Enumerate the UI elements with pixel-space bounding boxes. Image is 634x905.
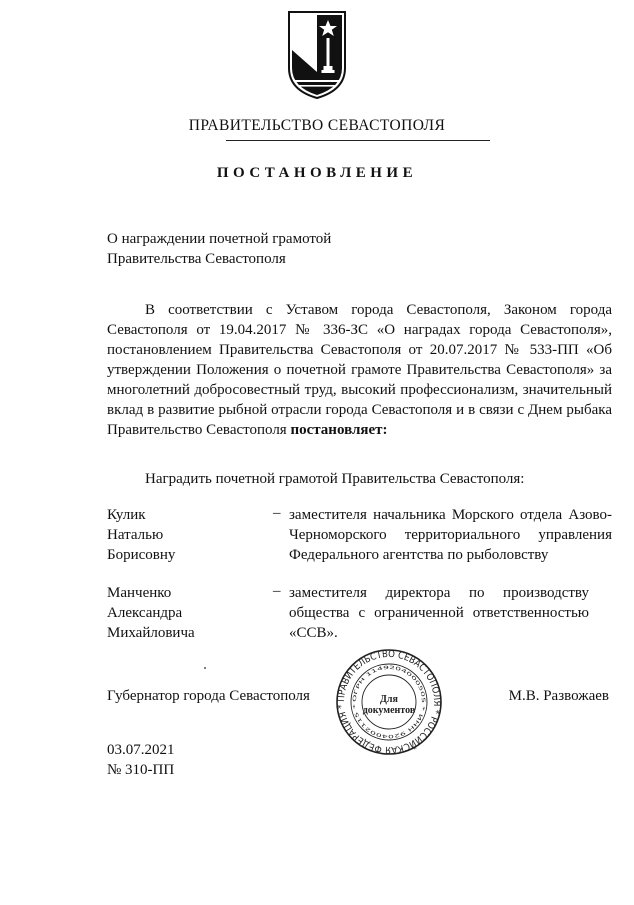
award-intro: Наградить почетной грамотой Правительства Севастополя: — [145, 471, 525, 487]
recipient-2-name — [107, 583, 195, 643]
recipient-1-name — [107, 505, 175, 565]
recipient-surname: Манченко — [107, 585, 172, 601]
coat-of-arms-emblem — [286, 10, 348, 100]
subject-line-1: О награждении почетной грамотой — [107, 231, 332, 247]
recipient-2-description: заместителя директора по производству общества с ограниченной ответственностью «ССВ». — [289, 585, 589, 641]
recipient-first-name: Наталью — [107, 527, 164, 543]
recipient-patronymic: Михайловича — [107, 625, 195, 641]
recipient-2-dash: – — [273, 583, 281, 599]
preamble-paragraph — [107, 300, 612, 440]
recipient-1-dash: – — [273, 505, 281, 521]
subject-line-2: Правительства Севастополя — [107, 251, 286, 267]
recipient-first-name: Александра — [107, 605, 183, 621]
svg-text:Для: Для — [380, 694, 398, 705]
document-number: № 310-ПП — [107, 762, 175, 778]
svg-text:ПРАВИТЕЛЬСТВО СЕВАСТОПОЛЯ * РО: ПРАВИТЕЛЬСТВО СЕВАСТОПОЛЯ * РОССИЙСКАЯ ФЕДЕРАЦИЯ * — [335, 648, 443, 756]
document-type-title: ПОСТАНОВЛЕНИЕ — [216, 165, 418, 181]
recipient-1-description: заместителя начальника Морского отдела Азово-Черноморского территориального управления Федерального агентства по рыболовству — [289, 507, 612, 563]
recipient-surname: Кулик — [107, 507, 146, 523]
signatory-name: М.В. Развожаев — [508, 688, 609, 704]
document-date: 03.07.2021 — [107, 742, 175, 758]
preamble-text: В соответствии с Уставом города Севастополя, Законом города Севастополя от 19.04.2017 № 336-ЗС «О наградах города Севастополя», постановлением Правительства Севастополя от 20.07.2017 № 533-ПП «Об утверждении Положения о почетной грамоте Правительства Севастополя» за многолетний добросовестный труд, высокий профессионализм, значительный вклад в развитие рыбной отрасли города Севастополя и в связи с Днем рыбака Правительство Севастополя — [107, 302, 612, 438]
official-seal-stamp — [335, 648, 443, 756]
document-subject — [107, 229, 331, 269]
preamble-verb: постановляет: — [290, 422, 388, 438]
signatory-position: Губернатор города Севастополя — [107, 688, 310, 704]
government-name: ПРАВИТЕЛЬСТВО СЕВАСТОПОЛЯ — [188, 117, 446, 134]
recipient-patronymic: Борисовну — [107, 547, 176, 563]
document-date-number — [107, 740, 175, 780]
svg-text:документов: документов — [362, 705, 416, 716]
header-divider — [226, 140, 490, 141]
svg-text:ОГРН 1149204000505 * ИНН 92040: ОГРН 1149204000505 * ИНН 9204002115 * — [352, 665, 426, 739]
scan-dot — [204, 667, 206, 669]
